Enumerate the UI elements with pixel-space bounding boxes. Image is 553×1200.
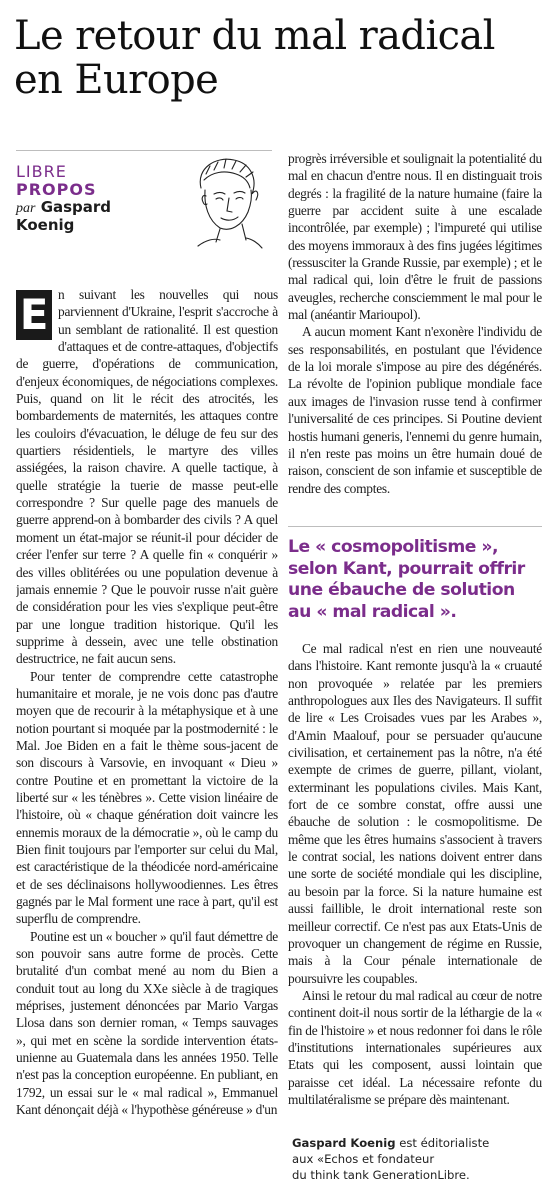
bio-name: Gaspard Koenig [292,1136,396,1150]
author-portrait-sketch [176,150,266,250]
paragraph: A aucun moment Kant n'exonère l'individu de ses responsabilités, en postulant que l'évidence de la loi morale s'impose au pire des dégénérés. La révolte de l'opinion publique mondiale face aux images de l'invasion russe tend à confirmer l'universalité de ces principes. Si Poutine devient hostis humani generis, l'ennemi du genre humain, il n'en reste pas moins un être humain doué de raison, conscient de son infamie et susceptible de rendre des comptes. [288,324,542,496]
title-line-1: Le retour du mal radical [14,13,495,59]
paragraph: n suivant les nouvelles qui nous parviennent d'Ukraine, l'esprit s'accroche à un semblant de rationalité. Il est question d'attaques et de contre-attaques, d'objectifs de guerre, d'opérations de communication, d'enjeux économiques, de négociations complexes. Puis, quand on lit le récit des atrocités, les bombardements de maternités, les attaques contre les couloirs d'évacuation, le déluge de feu sur des quartiers résidentiels, le martyre des villes assiégées, la raison chavire. A quelle tactique, à quelle stratégie la tuerie de masse peut-elle correspondre ? Sur quelle page des manuels de guerre apprend-on à bombarder des civils ? A quel moment un état-major se réunit-il pour décider de créer l'enfer sur terre ? A quelle fin « conquérir » des villes oblitérées ou une population devenue à jamais ennemie ? Que le pouvoir russe n'ait guère de considération pour les vies s'explique peut-être par une longue tradition historique. Qu'il les supprime à dessein, avec une telle obstination destructrice, ne fait aucun sens. [16,287,278,667]
kicker-propos: PROPOS [16,180,97,199]
bio-line-3: du think tank GenerationLibre. [292,1168,470,1182]
article-column-2-top [288,150,542,520]
drop-cap: E [16,290,52,340]
title-line-2: en Europe [14,57,219,103]
paragraph: Pour tenter de comprendre cette catastrophe humanitaire et morale, je ne vois donc pas d'autre moyen que de recourir à la métaphysique et à une notion pourtant si moquée par la postmodernité : le Mal. Joe Biden en a fait le thème sous-jacent de son discours à Varsovie, en invoquant « Dieu » contre Poutine et en promettant la victoire de la liberté sur « les ténèbres ». Cette vision linéaire de l'histoire, où « chaque génération doit vaincre les ennemis moraux de la démocratie », où le camp du Bien finit toujours par l'emporter sur celui du Mal, est caractéristique de la théodicée nord-américaine et de ses déclinaisons hollywoodiennes. Les êtres gagnés par le Mal forment une race à part, qu'il est superflu de comprendre. [16,668,278,927]
paragraph: Ce mal radical n'est en rien une nouveauté dans l'histoire. Kant remonte jusqu'à la « cruauté non provoquée » relatée par les premiers anthropologues aux Iles des Navigateurs. Il suffit de lire « Les Croisades vues par les Arabes », d'Amin Maalouf, pour se persuader qu'aucune civilisation, et certainement pas la nôtre, n'a été exempte de crimes de guerre, pillant, violant, exterminant les populations civiles. Mais Kant, fort de ce sombre constat, offre aussi une ébauche de solution : le cosmopolitisme. De même que les êtres humains s'associent à travers le contrat social, les nations doivent entrer dans une sorte de société mondiale qui les discipline, au besoin par la force. Si la nature humaine est aussi faillible, le droit international reste son meilleur correctif. Ce n'est pas aux Etats-Unis de provoquer un changement de régime en Russie, mais à la Cour pénale internationale de poursuivre les coupables. [288,641,542,986]
kicker-libre: LIBRE [16,162,67,181]
author-first-name: Gaspard [40,198,112,216]
article-column-1 [16,286,278,1192]
article-title [14,14,544,102]
byline-prefix: par [16,201,36,216]
author-bio [292,1135,542,1183]
bio-line-1: est éditorialiste [395,1136,490,1150]
column-kicker [16,163,111,234]
bio-line-2: aux «Echos et fondateur [292,1152,435,1166]
byline [16,199,111,217]
pull-quote-rule [288,526,542,527]
paragraph: Poutine est un « boucher » qu'il faut démettre de son pouvoir sans autre forme de procès. Cette brutalité d'un combat mené au nom du Bien a conduit tout au long du XXe siècle à de tragiques méprises, justement dénoncées par Mario Vargas Llosa dans son dernier roman, « Temps sauvages », qui met en scène la sordide intervention états-unienne au Guatemala dans les années 1950. Telle n'est pas la conception européenne. En publiant, en 1792, un essai sur le « mal radical », Emmanuel Kant dénonçait déjà « l'hypothèse généreuse » d'un [16,928,278,1118]
pull-quote: Le « cosmopolitisme », selon Kant, pourrait offrir une ébauche de solution au « mal radical ». [288,537,525,622]
article-column-2-bottom [288,640,542,1126]
paragraph: progrès irréversible et soulignait la potentialité du mal en chacun d'entre nous. Il en distinguait trois degrés : la fragilité de la nature humaine (faire la guerre par accident suite à une escalade incontrôlée, par exemple) ; l'impureté qui utilise des moyens immoraux à des fins jugées légitimes (ressusciter la Grande Russie, par exemple) ; et le mal radical qui, loin d'être le fruit de passions aveugles, recherche consciemment le mal pour le mal (anéantir Marioupol). [288,151,542,323]
author-last-name: Koenig [16,216,75,234]
paragraph: Ainsi le retour du mal radical au cœur de notre continent doit-il nous sortir de la léthargie de la « fin de l'histoire » et nous redonner foi dans le rôle d'institutions internationales supérieures aux Etats qui les composent, aussi lointain que paraisse cet idéal. La nécessaire refonte du multilatéralisme se prépare dès maintenant. [288,987,542,1107]
